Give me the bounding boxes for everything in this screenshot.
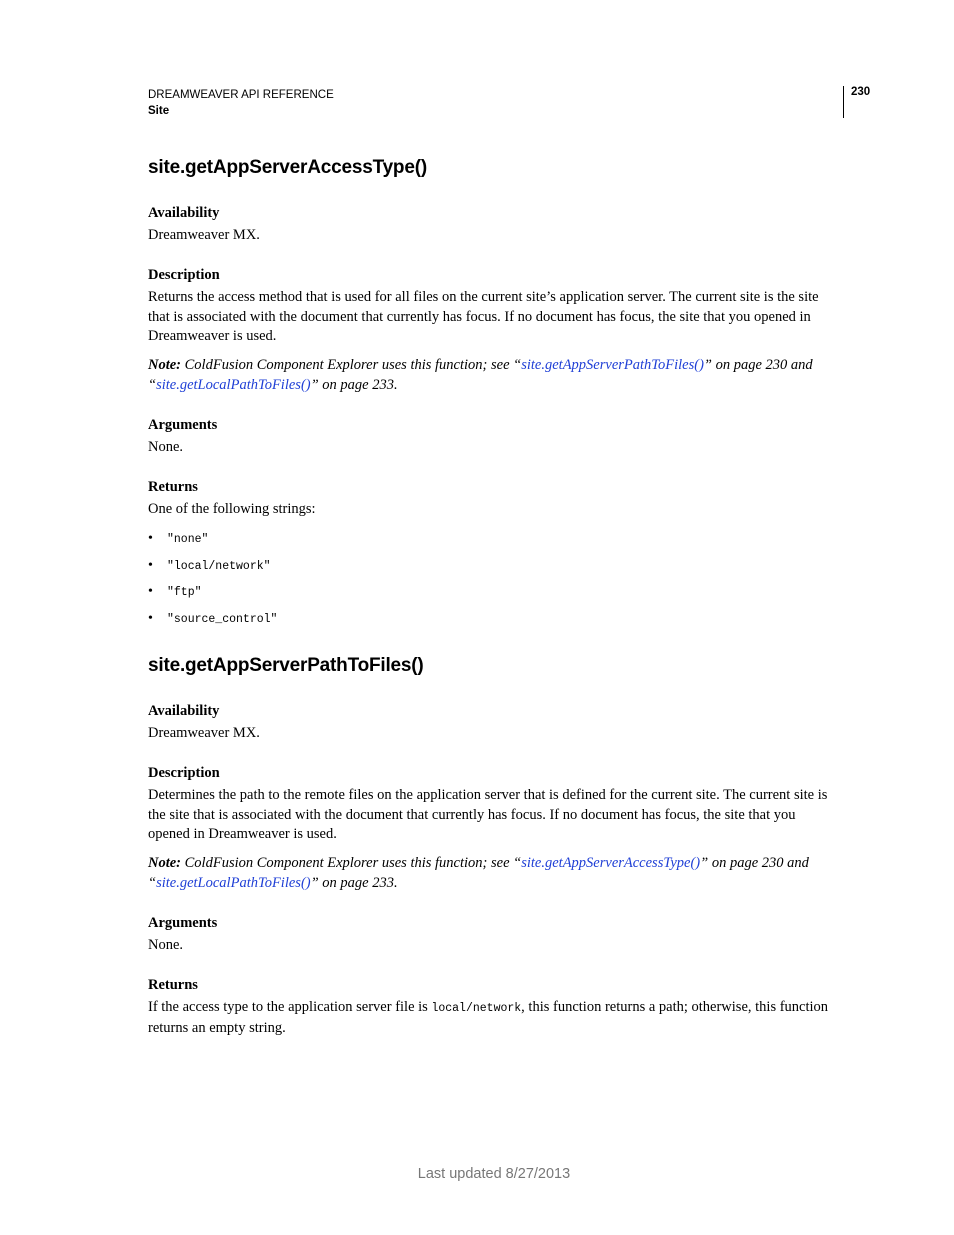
description-heading: Description <box>148 765 220 781</box>
note <box>148 854 840 893</box>
availability-text: Dreamweaver MX. <box>148 227 260 243</box>
note-lead: Note: <box>148 357 182 373</box>
page-header <box>148 87 334 119</box>
arguments-heading: Arguments <box>148 417 218 433</box>
returns-heading: Returns <box>148 977 198 993</box>
description-text: Determines the path to the remote files on the application server that is defined for the current site. The current site is the site that is associated with the document that currently has focus. If no document has focus, the site that you opened in Dreamweaver is used. <box>148 787 828 843</box>
arguments-heading: Arguments <box>148 915 218 931</box>
returns-heading: Returns <box>148 479 198 495</box>
availability-text: Dreamweaver MX. <box>148 725 260 741</box>
inline-code: local/network <box>431 1002 522 1015</box>
note-text: ColdFusion Component Explorer uses this function; see “ <box>181 855 522 871</box>
section-name: Site <box>148 105 170 117</box>
list-item: • "local/network" <box>148 558 271 573</box>
list-item: • "none" <box>148 531 209 546</box>
note-text: ” on page 230 and “ <box>148 357 813 393</box>
availability-heading: Availability <box>148 205 220 221</box>
link-get-app-server-access-type[interactable]: site.getAppServerAccessType() <box>521 855 701 871</box>
note-text: ” on page 233. <box>310 874 398 891</box>
section-title: site.getAppServerPathToFiles() <box>148 655 424 676</box>
note-text: ColdFusion Component Explorer uses this function; see “ <box>181 357 522 373</box>
footer-last-updated: Last updated 8/27/2013 <box>417 1166 571 1182</box>
arguments-text: None. <box>148 937 184 953</box>
doc-title: DREAMWEAVER API REFERENCE <box>148 89 334 101</box>
note-text: ” on page 230 and “ <box>148 855 809 891</box>
list-item: • "ftp" <box>148 584 202 599</box>
link-get-local-path-to-files[interactable]: site.getLocalPathToFiles() <box>156 376 311 393</box>
description-heading: Description <box>148 267 220 283</box>
page-number: 230 <box>851 86 871 98</box>
note <box>148 356 840 395</box>
link-get-local-path-to-files[interactable]: site.getLocalPathToFiles() <box>156 874 311 891</box>
section-title: site.getAppServerAccessType() <box>148 157 427 178</box>
header-divider <box>843 86 844 118</box>
link-get-app-server-path-to-files[interactable]: site.getAppServerPathToFiles() <box>521 357 704 373</box>
returns-text: If the access type to the application server file is local/network, this function returns a path; otherwise, this function returns an empty string. <box>148 999 829 1036</box>
list-item: • "source_control" <box>148 611 278 626</box>
description-text: Returns the access method that is used for all files on the current site’s application server. The current site is the site that is associated with the document that currently has focus. If no document has focus, the site that you opened in Dreamweaver is used. <box>148 289 819 345</box>
note-text: ” on page 233. <box>310 376 398 393</box>
availability-heading: Availability <box>148 703 220 719</box>
arguments-text: None. <box>148 439 184 455</box>
returns-text: One of the following strings: <box>148 501 316 517</box>
note-lead: Note: <box>148 855 182 871</box>
